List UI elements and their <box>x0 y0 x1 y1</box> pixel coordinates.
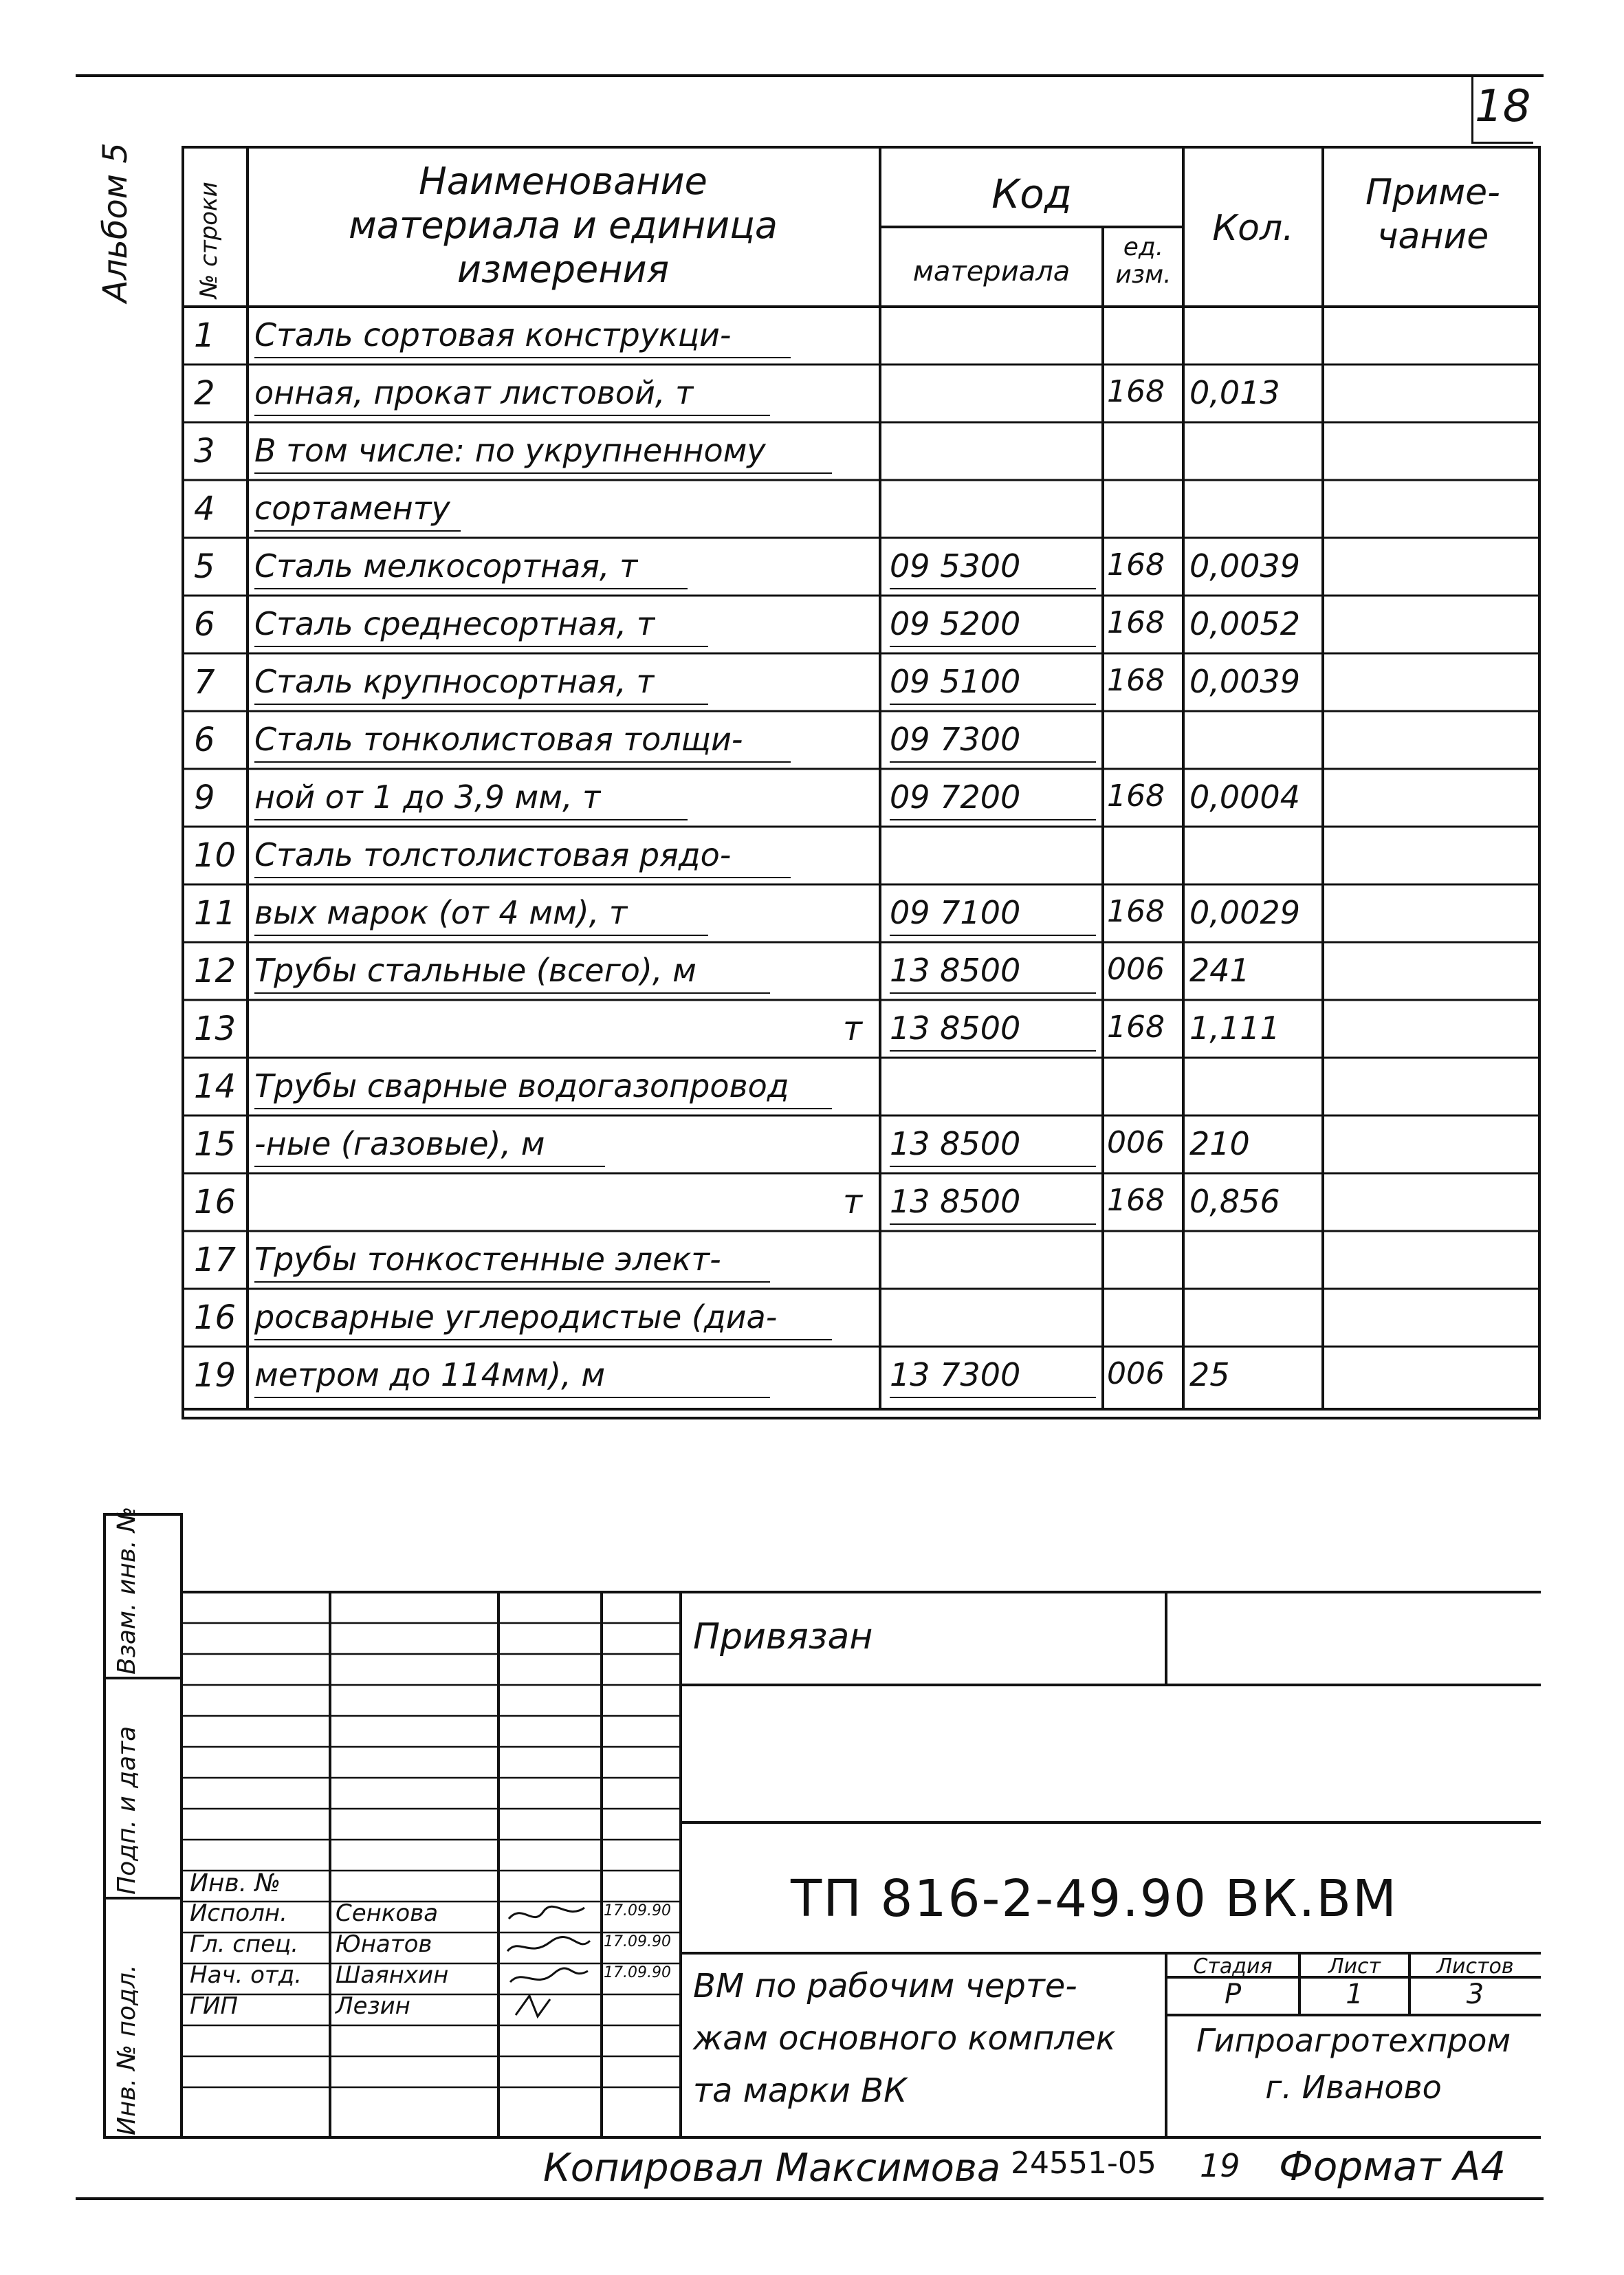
row-quantity: 0,013 <box>1189 374 1280 411</box>
row-number: 3 <box>194 432 215 470</box>
row-material-name: сортаменту <box>254 490 450 527</box>
sheet-number-box-bottom <box>1471 142 1533 144</box>
row-number: 17 <box>194 1241 237 1279</box>
row-number: 16 <box>194 1298 237 1337</box>
table-row <box>182 307 1541 364</box>
row-number: 14 <box>194 1067 237 1106</box>
row-material-name: вых марок (от 4 мм), т <box>254 894 628 931</box>
role-1-date: 17.09.90 <box>604 1902 671 1919</box>
title-block <box>103 1506 1541 2139</box>
row-material-name: Трубы стальные (всего), м <box>254 952 696 989</box>
row-unit-code: 006 <box>1107 952 1165 987</box>
table-row <box>182 1347 1541 1404</box>
table-row <box>182 1000 1541 1058</box>
row-material-code: 09 5300 <box>890 547 1021 585</box>
row-number: 2 <box>194 374 215 413</box>
row-number: 1 <box>194 316 215 355</box>
row-unit-code: 168 <box>1107 547 1165 583</box>
role-3-date: 17.09.90 <box>604 1964 671 1981</box>
signatures <box>502 1900 598 2030</box>
row-number: 6 <box>194 605 215 644</box>
row-number: 13 <box>194 1010 237 1048</box>
row-material-name: онная, прокат листовой, т <box>254 374 694 411</box>
row-material-name: Трубы тонкостенные элект- <box>254 1241 721 1278</box>
row-material-code: 13 7300 <box>890 1356 1021 1393</box>
footer-page: 19 <box>1200 2147 1240 2184</box>
row-quantity: 241 <box>1189 952 1250 989</box>
row-material-name: ной от 1 до 3,9 мм, т <box>254 779 601 816</box>
role-2: Гл. спец. <box>190 1930 299 1958</box>
row-quantity: 0,0052 <box>1189 605 1300 642</box>
row-material-name: Сталь толстолистовая рядо- <box>254 836 732 873</box>
table-row <box>182 1058 1541 1115</box>
table-row <box>182 596 1541 653</box>
header-name-line3: измерения <box>457 248 670 291</box>
row-number: 4 <box>194 490 215 528</box>
footer-number: 24551-05 <box>1011 2146 1156 2181</box>
row-number: 16 <box>194 1183 237 1221</box>
footer-format: Формат А4 <box>1279 2143 1506 2190</box>
row-quantity: 0,0029 <box>1189 894 1300 931</box>
privyazan-label: Привязан <box>693 1616 873 1657</box>
row-material-code: 09 5100 <box>890 663 1021 700</box>
table-row <box>182 364 1541 422</box>
row-unit-code: 168 <box>1107 779 1165 814</box>
row-unit-code: 168 <box>1107 374 1165 409</box>
row-quantity: 25 <box>1189 1356 1230 1393</box>
role-2-name: Юнатов <box>336 1930 432 1958</box>
sheet-number: 18 <box>1475 81 1531 132</box>
row-number: 9 <box>194 779 215 817</box>
row-unit-code: 168 <box>1107 663 1165 698</box>
row-material-code: 09 7300 <box>890 721 1021 758</box>
row-material-name: -ные (газовые), м <box>254 1125 545 1162</box>
sheet-value: 1 <box>1346 1979 1363 2010</box>
row-unit-code: 168 <box>1107 1183 1165 1218</box>
table-row <box>182 769 1541 827</box>
row-quantity: 0,0039 <box>1189 547 1300 585</box>
row-number: 15 <box>194 1125 237 1164</box>
stamp-title-line3: та марки ВК <box>693 2071 908 2110</box>
row-quantity: 0,0004 <box>1189 779 1300 816</box>
header-qty: Кол. <box>1212 208 1294 249</box>
header-code-unit: ед. изм. <box>1115 233 1172 289</box>
table-row <box>182 711 1541 769</box>
table-row <box>182 1289 1541 1347</box>
row-number: 10 <box>194 836 237 875</box>
row-number: 6 <box>194 721 215 759</box>
row-quantity: 210 <box>1189 1125 1250 1162</box>
row-quantity: 1,111 <box>1189 1010 1280 1047</box>
row-material-code: 09 5200 <box>890 605 1021 642</box>
table-row <box>182 422 1541 480</box>
row-material-name: Сталь крупносортная, т <box>254 663 655 700</box>
row-unit-code: 168 <box>1107 1010 1165 1045</box>
table-row <box>182 538 1541 596</box>
footer-copied: Копировал Максимова <box>543 2146 1001 2190</box>
role-3-name: Шаянхин <box>336 1961 449 1989</box>
stamp-title-line1: ВМ по рабочим черте- <box>693 1967 1077 2005</box>
stage-value: Р <box>1224 1979 1242 2010</box>
side-label-podp: Подп. и дата <box>113 1726 141 1895</box>
role-3: Нач. отд. <box>190 1961 303 1989</box>
org-city: г. Иваново <box>1265 2069 1442 2106</box>
org-name: Гипроагротехпром <box>1196 2022 1511 2059</box>
table-row <box>182 942 1541 1000</box>
table-row <box>182 884 1541 942</box>
row-material-name: Сталь мелкосортная, т <box>254 547 638 585</box>
album-label: Альбом 5 <box>96 142 135 303</box>
sheets-value: 3 <box>1466 1979 1484 2010</box>
table-row <box>182 1115 1541 1173</box>
header-code-material: материала <box>912 256 1071 287</box>
row-number: 5 <box>194 547 215 586</box>
role-4: ГИП <box>190 1992 238 2020</box>
row-quantity: 0,856 <box>1189 1183 1280 1220</box>
stage-label: Стадия <box>1193 1955 1273 1979</box>
row-material-name: Сталь тонколистовая толщи- <box>254 721 743 758</box>
row-unit-code: 006 <box>1107 1356 1165 1391</box>
document-code: ТП 816-2-49.90 ВК.ВМ <box>791 1869 1398 1928</box>
sheet-number-box-left <box>1471 74 1473 143</box>
role-2-date: 17.09.90 <box>604 1933 671 1950</box>
role-1-name: Сенкова <box>336 1900 439 1927</box>
row-material-name: В том числе: по укрупненному <box>254 432 766 469</box>
row-material-code: 09 7200 <box>890 779 1021 816</box>
table-row <box>182 827 1541 884</box>
side-label-vzam: Взам. инв. № <box>113 1506 141 1675</box>
row-material-name: Трубы сварные водогазопровод <box>254 1067 789 1104</box>
row-number: 12 <box>194 952 237 990</box>
row-number: 11 <box>194 894 237 933</box>
row-number: 7 <box>194 663 215 701</box>
materials-table <box>182 146 1541 1419</box>
table-row <box>182 653 1541 711</box>
table-row <box>182 1231 1541 1289</box>
row-unit-code: 168 <box>1107 894 1165 929</box>
inv-no-label: Инв. № <box>190 1869 281 1897</box>
row-material-code: 09 7100 <box>890 894 1021 931</box>
bottom-border-line <box>76 2197 1544 2200</box>
header-row-no: № строки <box>195 182 223 298</box>
side-label-inv: Инв. № подл. <box>113 1964 141 2135</box>
role-4-name: Лезин <box>336 1992 410 2020</box>
header-code: Код <box>991 171 1072 217</box>
top-border-line <box>76 74 1544 77</box>
row-quantity: 0,0039 <box>1189 663 1300 700</box>
row-material-name: Сталь среднесортная, т <box>254 605 655 642</box>
sheet-label: Лист <box>1328 1955 1381 1979</box>
table-row <box>182 1173 1541 1231</box>
row-unit-code: 168 <box>1107 605 1165 640</box>
row-unit-code: 006 <box>1107 1125 1165 1160</box>
row-material-name: Сталь сортовая конструкци- <box>254 316 732 353</box>
row-material-code: 13 8500 <box>890 1010 1021 1047</box>
row-material-code: 13 8500 <box>890 1183 1021 1220</box>
header-note: Приме-чание <box>1365 172 1500 257</box>
row-number: 19 <box>194 1356 237 1395</box>
stamp-title-line2: жам основного комплек <box>693 2019 1116 2058</box>
sheets-label: Листов <box>1436 1955 1514 1979</box>
row-material-code: 13 8500 <box>890 952 1021 989</box>
row-material-code: 13 8500 <box>890 1125 1021 1162</box>
table-row <box>182 480 1541 538</box>
role-1: Исполн. <box>190 1900 287 1927</box>
row-material-name: т <box>843 1010 862 1048</box>
header-name-line1: Наименование <box>419 160 707 203</box>
row-material-name: росварные углеродистые (диа- <box>254 1298 778 1336</box>
header-name-line2: материала и единица <box>349 204 778 247</box>
row-material-name: т <box>843 1183 862 1221</box>
row-material-name: метром до 114мм), м <box>254 1356 606 1393</box>
